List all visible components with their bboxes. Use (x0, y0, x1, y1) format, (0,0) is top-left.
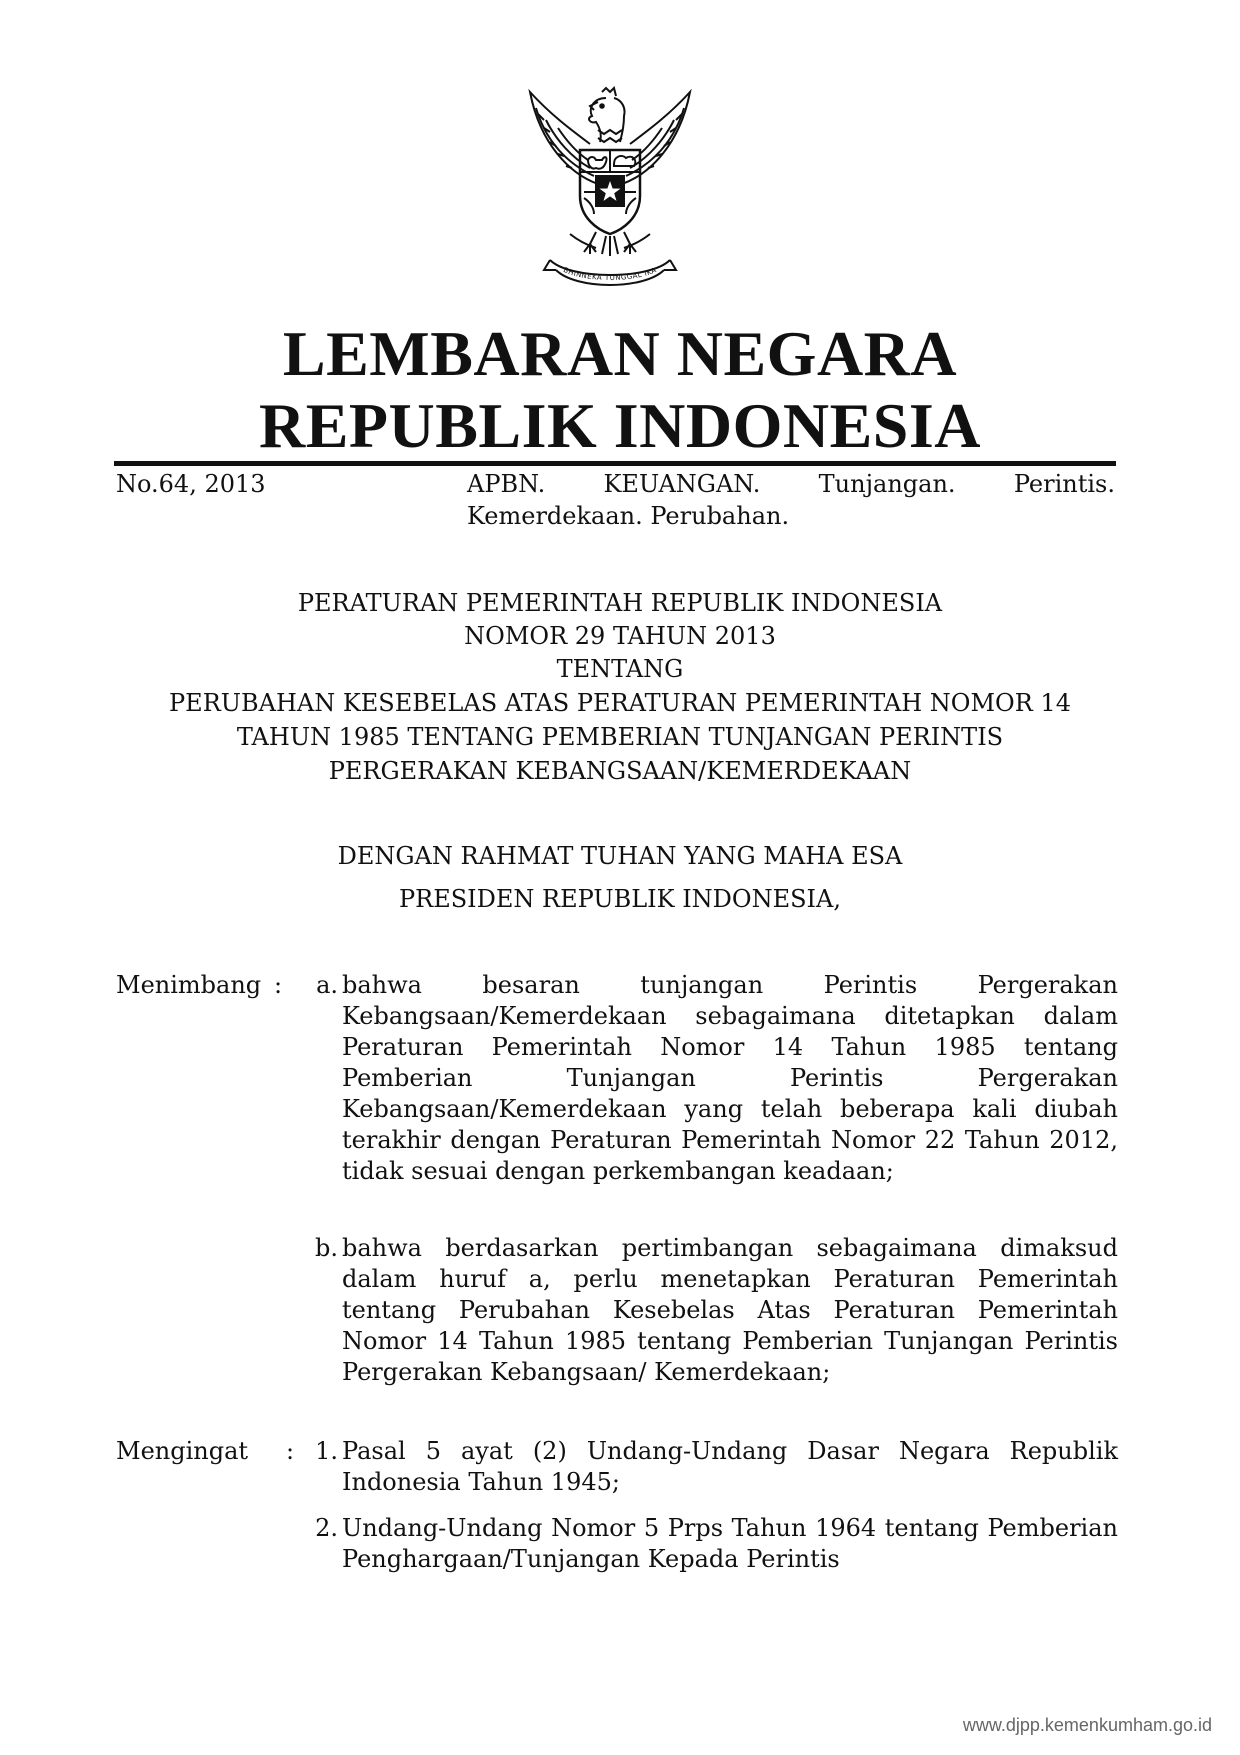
item-text: bahwa berdasarkan pertimbangan sebagaimana dimaksud dalam huruf a, perlu menetapkan Peraturan Pemerintah tentang Perubahan Kesebelas Atas Peraturan Pemerintah Nomor 14 Tahun 1985 tentang Pemberian Tunjangan Perintis Pergerakan Kebangsaan/ Kemerdekaan; (342, 1234, 1118, 1386)
title-line: TENTANG (556, 655, 684, 683)
title-line: PERUBAHAN KESEBELAS ATAS PERATURAN PEMERINTAH NOMOR 14 (169, 689, 1071, 717)
menimbang-item (300, 970, 1118, 1187)
item-text: Pasal 5 ayat (2) Undang-Undang Dasar Negara Republik Indonesia Tahun 1945; (342, 1437, 1118, 1496)
mengingat-item (300, 1436, 1118, 1498)
regulation-title (100, 587, 1140, 788)
emblem-motto: BHINNEKA TUNGGAL IKA (562, 265, 658, 283)
garuda-pancasila-emblem-icon (510, 84, 710, 296)
masthead-title-line2: REPUBLIK INDONESIA (258, 390, 982, 461)
opening-line: PRESIDEN REPUBLIK INDONESIA, (398, 885, 841, 913)
mengingat-colon: : (286, 1437, 295, 1465)
masthead-title-line1: LEMBARAN NEGARA (282, 318, 958, 389)
item-text: Undang-Undang Nomor 5 Prps Tahun 1964 tentang Pemberian Penghargaan/Tunjangan Kepada Perintis (342, 1514, 1118, 1573)
publication-subject: APBN. KEUANGAN. Tunjangan. Perintis. Kemerdekaan. Perubahan. (467, 470, 1115, 530)
item-marker: 1. (315, 1437, 338, 1465)
item-marker: 2. (315, 1514, 338, 1542)
masthead-divider (114, 461, 1116, 466)
item-marker: a. (316, 971, 338, 999)
item-text: bahwa besaran tunjangan Perintis Pergerakan Kebangsaan/Kemerdekaan sebagaimana ditetapkan dalam Peraturan Pemerintah Nomor 14 Tahun 1985 tentang Pemberian Tunjangan Perintis Pergerakan Kebangsaan/Kemerdekaan yang telah beberapa kali diubah terakhir dengan Peraturan Pemerintah Nomor 22 Tahun 2012, tidak sesuai dengan perkembangan keadaan; (342, 971, 1118, 1185)
title-line: NOMOR 29 TAHUN 2013 (464, 622, 776, 650)
publication-number: No.64, 2013 (116, 470, 266, 498)
mengingat-item (300, 1513, 1118, 1575)
menimbang-item (300, 1233, 1118, 1388)
opening-line: DENGAN RAHMAT TUHAN YANG MAHA ESA (337, 842, 903, 870)
source-url: www.djpp.kemenkumham.go.id (962, 1715, 1212, 1735)
title-line: PERGERAKAN KEBANGSAAN/KEMERDEKAAN (328, 757, 912, 785)
menimbang-label: Menimbang (116, 971, 262, 999)
title-line: TAHUN 1985 TENTANG PEMBERIAN TUNJANGAN PERINTIS (236, 723, 1004, 751)
mengingat-label: Mengingat (116, 1437, 249, 1465)
title-line: PERATURAN PEMERINTAH REPUBLIK INDONESIA (297, 589, 943, 617)
item-marker: b. (315, 1234, 338, 1262)
opening-formula (100, 835, 1140, 921)
menimbang-colon: : (274, 971, 283, 999)
